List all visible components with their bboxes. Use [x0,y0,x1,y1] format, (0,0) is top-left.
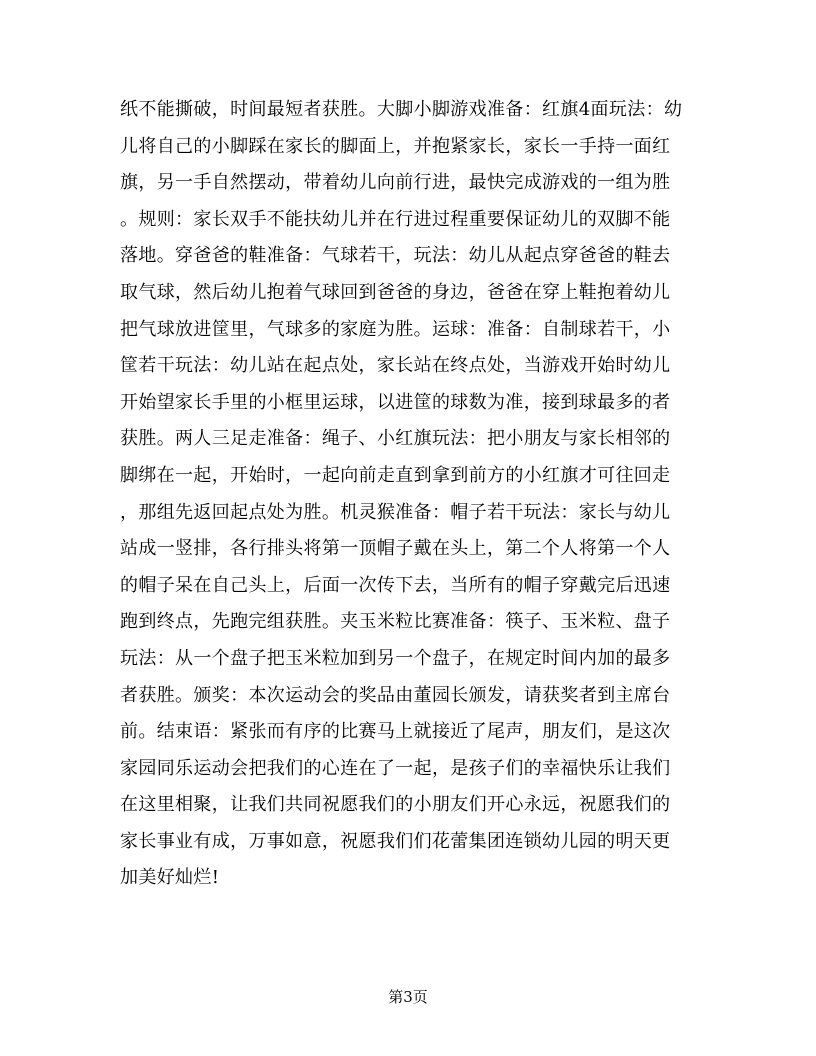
text-line: 者获胜。颁奖：本次运动会的奖品由董园长颁发，请获奖者到主席台 [120,684,671,706]
text-line: 开始望家长手里的小框里运球，以进筐的球数为准，接到球最多的者 [120,391,671,413]
page-number: 第3页 [388,988,428,1006]
text-line: 的帽子呆在自己头上，后面一次传下去，当所有的帽子穿戴完后迅速 [120,574,671,596]
text-line: 玩法：从一个盘子把玉米粒加到另一个盘子，在规定时间内加的最多 [120,647,671,669]
text-line: 在这里相聚，让我们共同祝愿我们的小朋友们开心永远，祝愿我们的 [120,794,671,816]
text-line: 。规则：家长双手不能扶幼儿并在行进过程重要保证幼儿的双脚不能 [120,208,671,230]
text-line: 儿将自己的小脚踩在家长的脚面上，并抱紧家长，家长一手持一面红 [120,135,671,157]
text-line: 旗，另一手自然摆动，带着幼儿向前行进，最快完成游戏的一组为胜 [120,172,671,194]
text-line: 家长事业有成，万事如意，祝愿我们们花蕾集团连锁幼儿园的明天更 [120,830,671,852]
text-line: 获胜。两人三足走准备：绳子、小红旗玩法：把小朋友与家长相邻的 [120,428,671,450]
text-line: 前。结束语：紧张而有序的比赛马上就接近了尾声，朋友们，是这次 [120,721,671,743]
body-text [120,92,700,897]
text-line: 脚绑在一起，开始时，一起向前走直到拿到前方的小红旗才可往回走 [120,464,671,486]
text-line: 落地。穿爸爸的鞋准备：气球若干，玩法：幼儿从起点穿爸爸的鞋去 [120,245,671,267]
text-line: 家园同乐运动会把我们的心连在了一起，是孩子们的幸福快乐让我们 [120,757,671,779]
text-line: 纸不能撕破，时间最短者获胜。大脚小脚游戏准备：红旗4面玩法：幼 [120,99,683,120]
text-line: 取气球，然后幼儿抱着气球回到爸爸的身边，爸爸在穿上鞋抱着幼儿 [120,281,671,303]
text-line: 跑到终点，先跑完组获胜。夹玉米粒比赛准备：筷子、玉米粒、盘子 [120,611,671,633]
text-line: 筐若干玩法：幼儿站在起点处，家长站在终点处，当游戏开始时幼儿 [120,355,671,377]
text-line: 把气球放进筐里，气球多的家庭为胜。运球：准备：自制球若干，小 [120,318,671,340]
text-line: ，那组先返回起点处为胜。机灵猴准备：帽子若干玩法：家长与幼儿 [120,501,671,523]
text-line: 站成一竖排，各行排头将第一顶帽子戴在头上，第二个人将第一个人 [120,538,671,560]
text-line: 加美好灿烂! [120,867,220,889]
